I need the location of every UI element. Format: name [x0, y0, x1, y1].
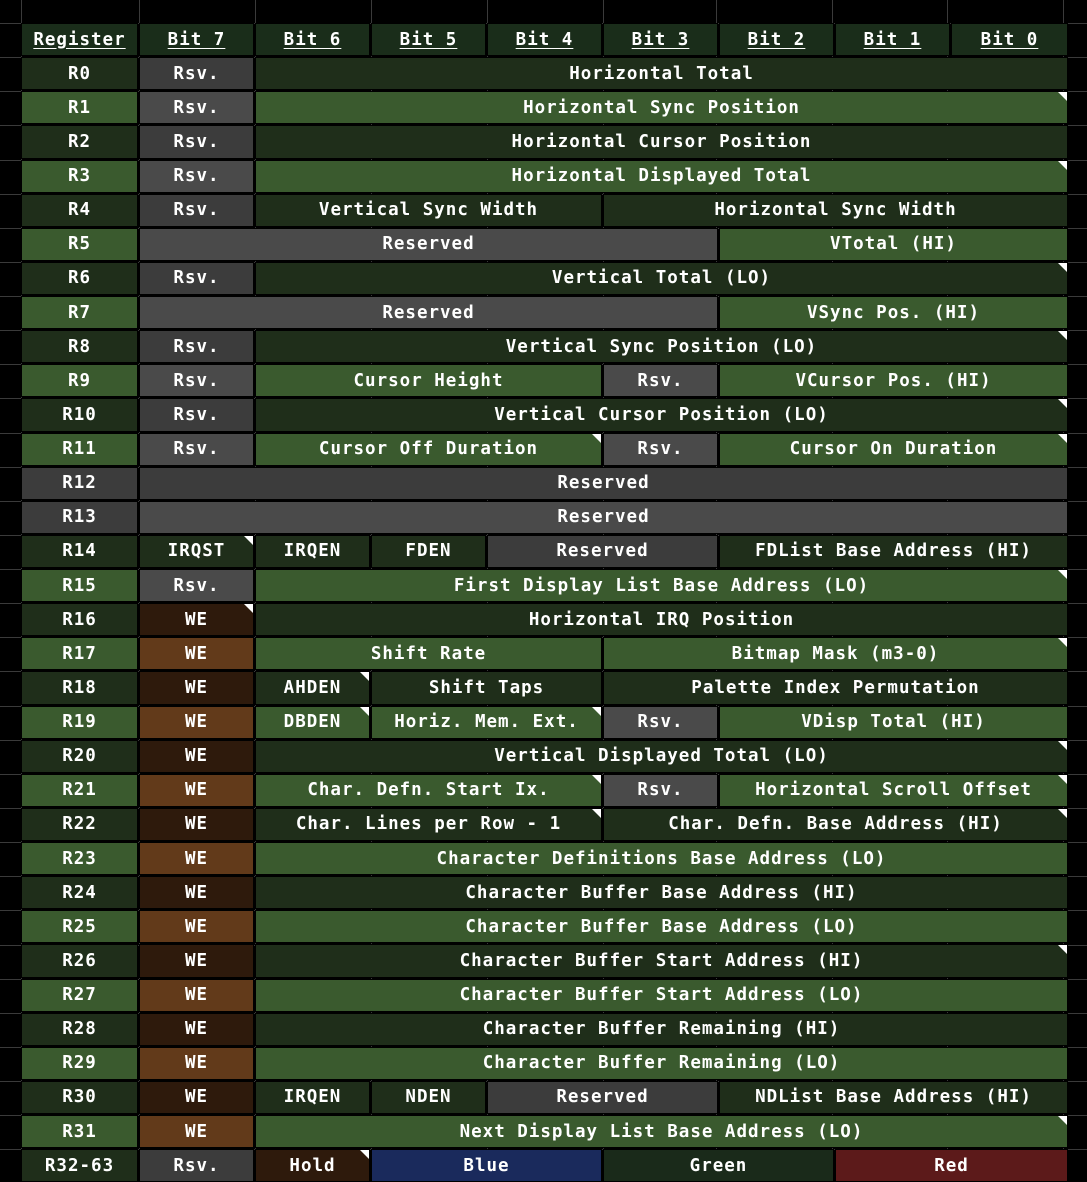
register-field: Rsv. [139, 330, 254, 363]
register-field: Vertical Sync Position (LO) [255, 330, 1068, 363]
register-field: Vertical Sync Width [255, 194, 602, 227]
header-bit-7: Bit 7 [139, 23, 254, 56]
register-label: R16 [21, 603, 138, 636]
register-field: First Display List Base Address (LO) [255, 569, 1068, 602]
register-label: R29 [21, 1047, 138, 1080]
register-field: Reserved [139, 467, 1068, 500]
header-register: Register [21, 23, 138, 56]
register-field: WE [139, 979, 254, 1012]
register-label: R26 [21, 944, 138, 977]
register-field: FDEN [371, 535, 486, 568]
register-field: Hold [255, 1149, 370, 1182]
register-field: Character Buffer Remaining (LO) [255, 1047, 1068, 1080]
register-field: VTotal (HI) [719, 228, 1068, 261]
register-field: Character Buffer Base Address (HI) [255, 876, 1068, 909]
register-field: Char. Defn. Start Ix. [255, 774, 602, 807]
register-field: Char. Defn. Base Address (HI) [603, 808, 1068, 841]
register-field: Reserved [139, 228, 718, 261]
register-field: Horizontal Sync Position [255, 91, 1068, 124]
register-field: Character Definitions Base Address (LO) [255, 842, 1068, 875]
register-label: R5 [21, 228, 138, 261]
register-field: NDList Base Address (HI) [719, 1081, 1068, 1114]
register-field: Character Buffer Remaining (HI) [255, 1013, 1068, 1046]
register-label: R17 [21, 637, 138, 670]
register-label: R21 [21, 774, 138, 807]
register-field: Horiz. Mem. Ext. [371, 706, 602, 739]
register-label: R19 [21, 706, 138, 739]
register-field: Cursor Off Duration [255, 433, 602, 466]
register-label: R27 [21, 979, 138, 1012]
header-bit-5: Bit 5 [371, 23, 486, 56]
register-field: Horizontal IRQ Position [255, 603, 1068, 636]
register-field: Horizontal Cursor Position [255, 125, 1068, 158]
register-label: R14 [21, 535, 138, 568]
register-field: Rsv. [139, 262, 254, 295]
register-field: Char. Lines per Row - 1 [255, 808, 602, 841]
register-field: VDisp Total (HI) [719, 706, 1068, 739]
register-field: WE [139, 774, 254, 807]
register-field: FDList Base Address (HI) [719, 535, 1068, 568]
register-field: WE [139, 944, 254, 977]
register-field: Rsv. [139, 398, 254, 431]
register-field: DBDEN [255, 706, 370, 739]
register-label: R23 [21, 842, 138, 875]
register-label: R20 [21, 740, 138, 773]
register-field: Horizontal Sync Width [603, 194, 1068, 227]
register-field: Green [603, 1149, 834, 1182]
register-field: WE [139, 637, 254, 670]
register-label: R32-63 [21, 1149, 138, 1182]
register-field: Shift Taps [371, 671, 602, 704]
register-field: VCursor Pos. (HI) [719, 364, 1068, 397]
register-field: WE [139, 910, 254, 943]
register-field: Character Buffer Start Address (HI) [255, 944, 1068, 977]
register-field: VSync Pos. (HI) [719, 296, 1068, 329]
register-field: Rsv. [139, 160, 254, 193]
register-field: IRQEN [255, 535, 370, 568]
register-field: Cursor On Duration [719, 433, 1068, 466]
register-field: WE [139, 1081, 254, 1114]
register-field: Red [835, 1149, 1068, 1182]
register-field: WE [139, 706, 254, 739]
register-field: Rsv. [603, 774, 718, 807]
register-field: AHDEN [255, 671, 370, 704]
header-bit-1: Bit 1 [835, 23, 950, 56]
header-bit-0: Bit 0 [951, 23, 1068, 56]
register-field: Rsv. [139, 1149, 254, 1182]
register-label: R1 [21, 91, 138, 124]
register-field: WE [139, 842, 254, 875]
header-bit-3: Bit 3 [603, 23, 718, 56]
register-field: Vertical Displayed Total (LO) [255, 740, 1068, 773]
register-field: Rsv. [603, 706, 718, 739]
register-field: Shift Rate [255, 637, 602, 670]
register-field: Rsv. [603, 433, 718, 466]
register-label: R9 [21, 364, 138, 397]
register-label: R22 [21, 808, 138, 841]
register-field: Blue [371, 1149, 602, 1182]
header-bit-4: Bit 4 [487, 23, 602, 56]
register-field: Rsv. [139, 125, 254, 158]
register-label: R25 [21, 910, 138, 943]
register-field: Rsv. [139, 194, 254, 227]
register-field: WE [139, 1047, 254, 1080]
register-label: R4 [21, 194, 138, 227]
register-field: NDEN [371, 1081, 486, 1114]
register-label: R3 [21, 160, 138, 193]
header-bit-6: Bit 6 [255, 23, 370, 56]
register-field: Horizontal Total [255, 57, 1068, 90]
register-field: Reserved [139, 501, 1068, 534]
register-field: Reserved [139, 296, 718, 329]
register-field: Rsv. [139, 91, 254, 124]
register-label: R30 [21, 1081, 138, 1114]
register-field: Reserved [487, 1081, 718, 1114]
register-field: WE [139, 808, 254, 841]
register-label: R24 [21, 876, 138, 909]
register-field: Character Buffer Base Address (LO) [255, 910, 1068, 943]
register-label: R10 [21, 398, 138, 431]
register-label: R31 [21, 1115, 138, 1148]
register-field: WE [139, 671, 254, 704]
register-field: Next Display List Base Address (LO) [255, 1115, 1068, 1148]
register-field: Vertical Cursor Position (LO) [255, 398, 1068, 431]
register-field: IRQST [139, 535, 254, 568]
register-field: Palette Index Permutation [603, 671, 1068, 704]
register-field: Rsv. [139, 364, 254, 397]
header-bit-2: Bit 2 [719, 23, 834, 56]
register-label: R0 [21, 57, 138, 90]
register-field: IRQEN [255, 1081, 370, 1114]
register-map-table [21, 23, 1064, 1182]
register-field: Character Buffer Start Address (LO) [255, 979, 1068, 1012]
register-field: WE [139, 1013, 254, 1046]
register-field: Rsv. [139, 57, 254, 90]
register-label: R15 [21, 569, 138, 602]
register-label: R8 [21, 330, 138, 363]
register-field: WE [139, 1115, 254, 1148]
register-field: Vertical Total (LO) [255, 262, 1068, 295]
register-label: R6 [21, 262, 138, 295]
register-field: Rsv. [139, 569, 254, 602]
register-label: R2 [21, 125, 138, 158]
register-field: Horizontal Displayed Total [255, 160, 1068, 193]
register-label: R28 [21, 1013, 138, 1046]
register-field: Reserved [487, 535, 718, 568]
register-field: WE [139, 740, 254, 773]
register-label: R7 [21, 296, 138, 329]
register-field: WE [139, 603, 254, 636]
register-label: R12 [21, 467, 138, 500]
register-field: Rsv. [603, 364, 718, 397]
register-field: Horizontal Scroll Offset [719, 774, 1068, 807]
register-field: Rsv. [139, 433, 254, 466]
register-field: Cursor Height [255, 364, 602, 397]
register-field: WE [139, 876, 254, 909]
register-label: R13 [21, 501, 138, 534]
register-field: Bitmap Mask (m3-0) [603, 637, 1068, 670]
register-label: R11 [21, 433, 138, 466]
register-label: R18 [21, 671, 138, 704]
